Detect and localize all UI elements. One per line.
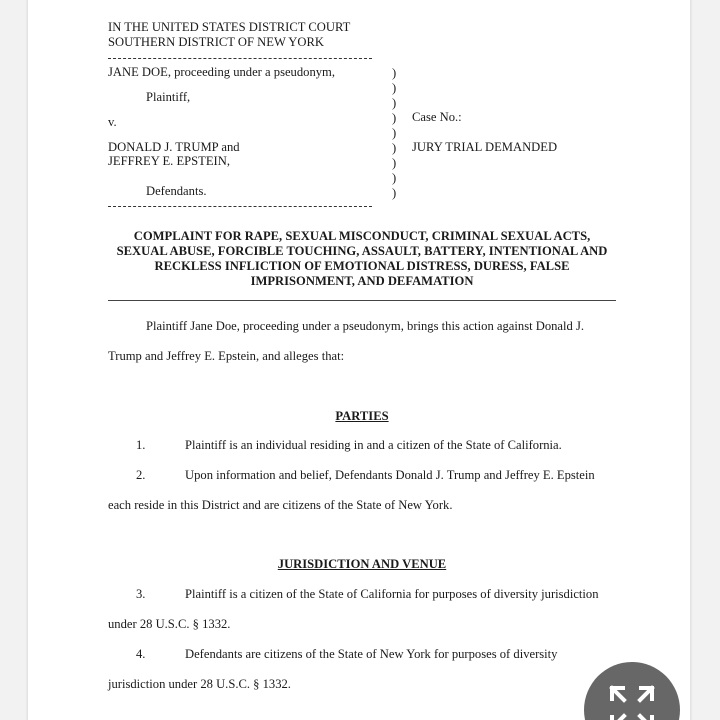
paragraph-2-line1: Upon information and belief, Defendants Donald J. Trump and Jeffrey E. Epstein (185, 468, 595, 482)
intro-line2: Trump and Jeffrey E. Epstein, and alleges that: (108, 349, 345, 363)
paragraph-number: 2. (136, 468, 146, 482)
expand-arrows-icon (606, 682, 658, 720)
complaint-title: COMPLAINT FOR RAPE, SEXUAL MISCONDUCT, CRIMINAL SEXUAL ACTS, SEXUAL ABUSE, FORCIBLE TOUCHING, ASSAULT, BATTERY, INTENTIONAL AND RECKLESS INFLICTION OF EMOTIONAL DISTRESS, DURESS, FALSE IMPRISONMENT, AND DEFAMATION (116, 229, 608, 288)
caption-paren: ) (392, 81, 397, 95)
document-page (28, 0, 690, 720)
paragraph-number: 1. (136, 438, 146, 452)
defendant-name-line2: JEFFREY E. EPSTEIN, (108, 154, 230, 168)
caption-top-divider (108, 58, 372, 59)
intro-line1: Plaintiff Jane Doe, proceeding under a pseudonym, brings this action against Donald J. (146, 319, 585, 333)
caption-paren: ) (392, 171, 397, 185)
paragraph-1-text: Plaintiff is an individual residing in and a citizen of the State of California. (185, 438, 562, 452)
intro-paragraph (108, 311, 616, 371)
caption-paren: ) (392, 111, 397, 125)
caption-paren-column (392, 66, 400, 201)
defendant-name-line1: DONALD J. TRUMP and (108, 140, 240, 154)
paragraph-3-line2: under 28 U.S.C. § 1332. (108, 617, 231, 631)
plaintiff-name: JANE DOE, proceeding under a pseudonym, (108, 65, 335, 79)
section-heading-parties: PARTIES (335, 409, 389, 423)
caption-paren: ) (392, 141, 397, 155)
section-heading-jurisdiction: JURISDICTION AND VENUE (277, 557, 447, 571)
caption-paren: ) (392, 66, 397, 80)
caption-paren: ) (392, 186, 397, 200)
defendants-role: Defendants. (146, 184, 207, 198)
paragraph-3-line1: Plaintiff is a citizen of the State of California for purposes of diversity jurisdiction (185, 587, 599, 601)
case-number-label: Case No.: (412, 110, 462, 124)
caption-paren: ) (392, 156, 397, 170)
caption-paren: ) (392, 126, 397, 140)
paragraph-number: 3. (136, 587, 146, 601)
caption-bottom-divider (108, 206, 372, 207)
court-name-line2: SOUTHERN DISTRICT OF NEW YORK (108, 35, 324, 49)
paragraph-4-line2: jurisdiction under 28 U.S.C. § 1332. (108, 677, 291, 691)
versus-label: v. (108, 115, 117, 129)
plaintiff-role: Plaintiff, (146, 90, 191, 104)
caption-paren: ) (392, 96, 397, 110)
paragraph-2-line2: each reside in this District and are citizens of the State of New York. (108, 498, 453, 512)
title-rule (108, 300, 616, 301)
paragraph-4-line1: Defendants are citizens of the State of New York for purposes of diversity (185, 647, 558, 661)
paragraph-number: 4. (136, 647, 146, 661)
jury-demand: JURY TRIAL DEMANDED (412, 140, 558, 154)
court-name-line1: IN THE UNITED STATES DISTRICT COURT (108, 20, 351, 34)
